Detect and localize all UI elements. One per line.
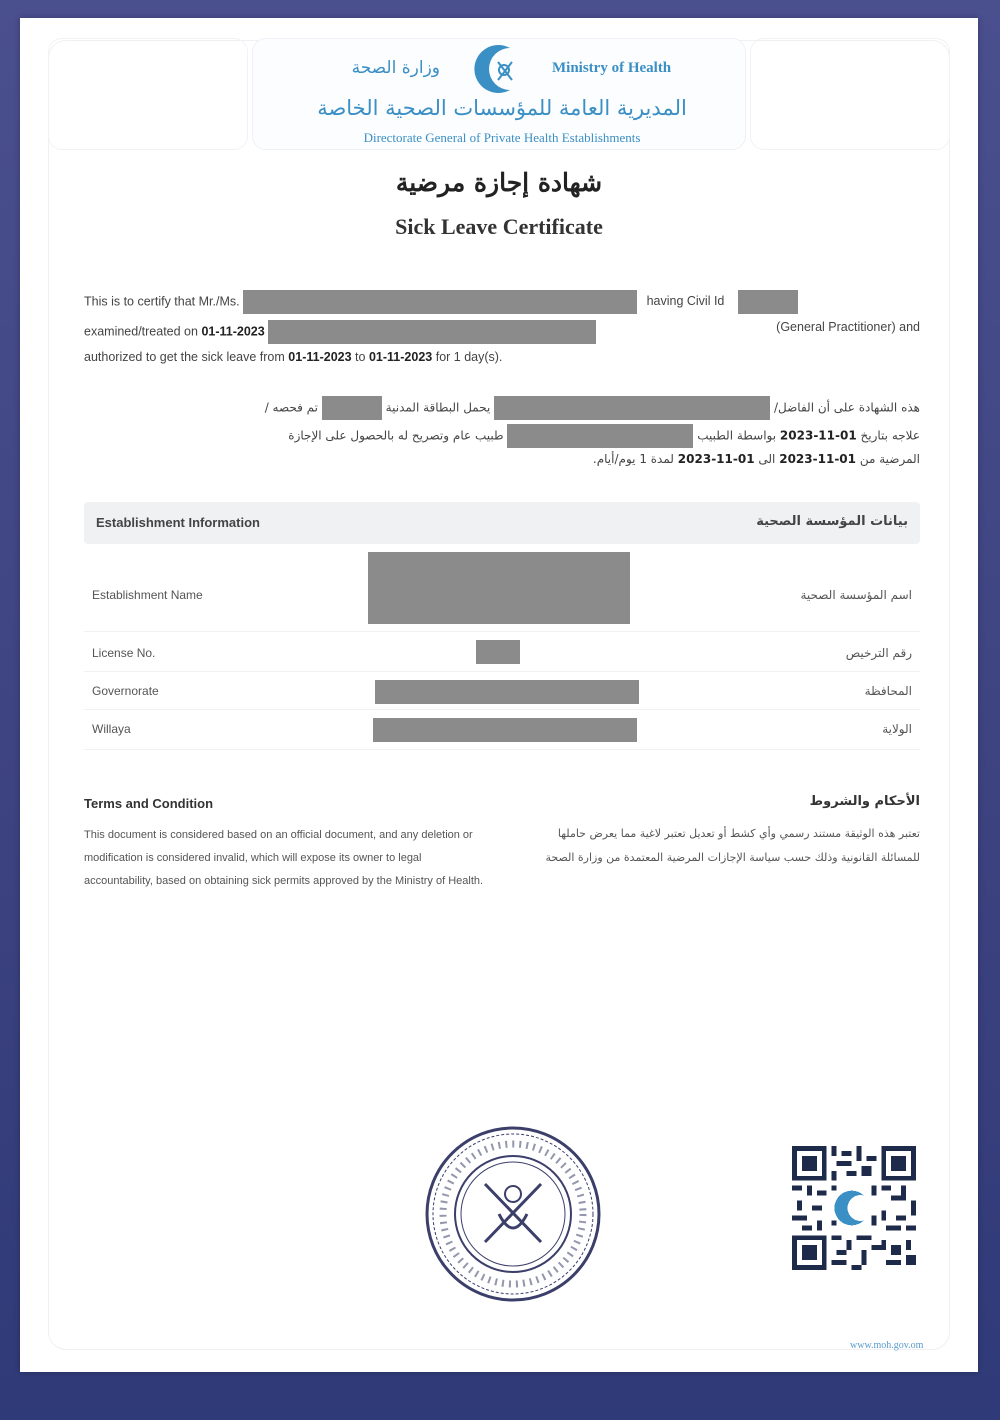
redacted-doctor-name [268, 320, 596, 344]
official-stamp-icon [423, 1124, 603, 1304]
leave-to-date: 01-11-2023 [368, 350, 433, 364]
terms-heading-en: Terms and Condition [84, 796, 214, 811]
english-paragraph [84, 284, 920, 374]
redacted-license-no [476, 640, 520, 664]
certificate-page [20, 18, 978, 1372]
ministry-name-ar: وزارة الصحة [351, 58, 440, 78]
en-text-2: having Civil Id [646, 294, 725, 309]
row-label-en: Willaya [92, 722, 131, 736]
redacted-civil-id-ar [322, 396, 382, 420]
redacted-patient-name [243, 290, 637, 314]
title-en: Sick Leave Certificate [395, 214, 603, 239]
row-label-en: License No. [92, 646, 156, 660]
terms-heading-ar: الأحكام والشروط [809, 794, 920, 809]
en-line-2 [84, 320, 920, 344]
ar-examined-date: 01-11-2023 [779, 428, 857, 443]
ar-text-3c: لمدة 1 يوم/أيام. [592, 452, 674, 466]
ar-text-2c: طبيب عام وتصريح له بالحصول على الإجازة [288, 428, 504, 443]
redacted-governorate [375, 680, 639, 704]
header-left-box [48, 38, 248, 150]
en-text-7: for 1 day(s). [435, 350, 503, 364]
ar-line-2 [288, 424, 920, 448]
ar-text-2b: بواسطة الطبيب [697, 428, 777, 443]
redacted-willaya [373, 718, 637, 742]
ar-line-3 [593, 452, 920, 466]
title-ar: شهادة إجازة مرضية [395, 168, 603, 197]
redacted-patient-name-ar [494, 396, 770, 420]
row-label-ar: اسم المؤسسة الصحية [800, 588, 912, 602]
examined-date: 01-11-2023 [201, 324, 265, 339]
directorate-name-ar: المديرية العامة للمؤسسات الصحية الخاصة [317, 96, 687, 120]
qr-code-icon[interactable] [792, 1146, 916, 1270]
footer-url[interactable]: www.moh.gov.om [850, 1340, 924, 1351]
ministry-name-en: Ministry of Health [552, 60, 672, 76]
ar-text-1b: يحمل البطاقة المدنية [385, 400, 491, 415]
ar-text-1a: هذه الشهادة على أن الفاضل/ [773, 400, 920, 415]
en-line-1 [84, 290, 920, 314]
redacted-civil-id [738, 290, 798, 314]
ar-to-date: 01-11-2023 [677, 452, 755, 466]
leave-from-date: 01-11-2023 [288, 350, 352, 364]
row-label-ar: رقم الترخيص [845, 646, 912, 660]
table-row [84, 710, 920, 750]
row-label-ar: الولاية [882, 722, 912, 736]
en-text-6: to [355, 350, 366, 364]
establishment-header-ar: بيانات المؤسسة الصحية [756, 514, 908, 529]
table-row [84, 544, 920, 632]
row-label-en: Establishment Name [92, 588, 203, 602]
redacted-establishment-name [368, 552, 630, 624]
en-text-5: authorized to get the sick leave from [84, 350, 285, 364]
row-label-ar: المحافظة [864, 684, 912, 698]
header-right-box [750, 38, 950, 150]
table-row [84, 632, 920, 672]
ar-text-3a: المرضية من [859, 452, 920, 466]
ar-line-1 [265, 396, 920, 420]
table-row [84, 672, 920, 710]
en-text-1: This is to certify that Mr./Ms. [84, 294, 240, 309]
en-text-3: examined/treated on [84, 324, 198, 339]
ar-text-2a: علاجه بتاريخ [860, 428, 920, 443]
directorate-name-en: Directorate General of Private Health Establishments [363, 130, 641, 145]
en-line-3 [84, 350, 502, 364]
establishment-header-en: Establishment Information [96, 515, 260, 530]
terms-body-ar: تعتبر هذه الوثيقة مستند رسمي وأي كشط أو تعديل تعتبر لاغية مما يعرض حاملها للمسائلة القانونية وذلك حسب سياسة الإجازات المرضية المعتمدة من وزارة الصحة [545, 827, 920, 864]
establishment-table [84, 502, 920, 750]
row-label-en: Governorate [92, 684, 159, 698]
redacted-doctor-name-ar [507, 424, 693, 448]
terms-body-en: This document is considered based on an official document, and any deletion or modification is considered invalid, which will expose its owner to legal accountability, based on obtaining sick permits approved by the Ministry of Health. [84, 829, 484, 887]
ar-from-date: 01-11-2023 [779, 452, 856, 466]
ar-text-1c: تم فحصه / [264, 400, 319, 415]
ar-text-3b: الى [758, 452, 776, 466]
establishment-header [84, 502, 920, 544]
en-text-4: (General Practitioner) and [776, 320, 920, 334]
oman-khanjar-emblem-icon [470, 40, 526, 98]
arabic-paragraph [84, 390, 920, 474]
